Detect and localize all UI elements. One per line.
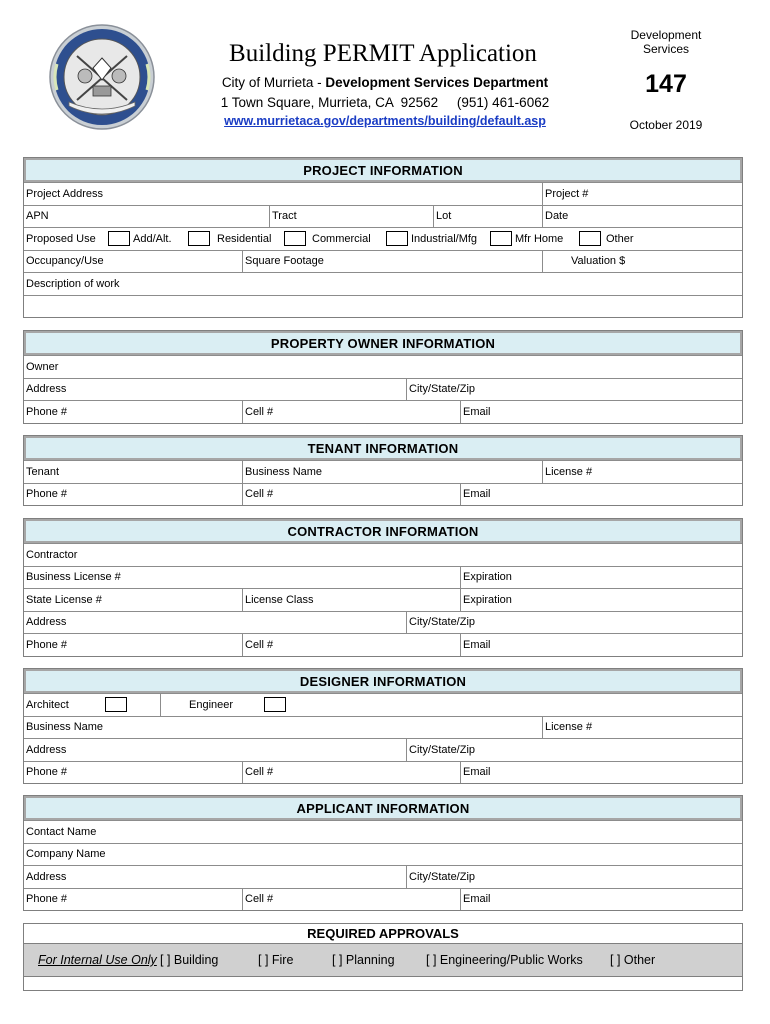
address-field[interactable] xyxy=(24,612,406,634)
address-field[interactable] xyxy=(24,866,406,888)
field-label: Valuation $ xyxy=(571,255,626,268)
field-label: Phone # xyxy=(26,766,67,779)
field-label: License # xyxy=(545,465,593,478)
department-line xyxy=(200,75,570,90)
field-label: City/State/Zip xyxy=(409,383,476,396)
approvals-row xyxy=(24,944,742,977)
engineering-approval[interactable]: [ ] Engineering/Public Works xyxy=(426,953,583,967)
section-title: DESIGNER INFORMATION xyxy=(24,669,742,693)
field-label: Email xyxy=(463,766,491,779)
field-label: Square Footage xyxy=(245,255,324,268)
architect-checkbox[interactable] xyxy=(105,697,127,712)
planning-approval[interactable]: [ ] Planning xyxy=(332,953,395,967)
field-label: Cell # xyxy=(245,405,274,418)
field-label: Proposed Use xyxy=(26,232,96,245)
field-label: Cell # xyxy=(245,893,274,906)
required-approvals-section xyxy=(23,923,743,991)
section-title: REQUIRED APPROVALS xyxy=(24,924,742,944)
field-label: Email xyxy=(463,405,491,418)
field-label: Cell # xyxy=(245,488,274,501)
field-label: Business License # xyxy=(26,571,121,584)
license-field[interactable] xyxy=(542,461,744,483)
owner-phone-row xyxy=(24,400,742,423)
city-state-zip-field[interactable] xyxy=(406,612,744,634)
form-title: Building PERMIT Application xyxy=(229,40,537,67)
industrial-checkbox[interactable] xyxy=(386,231,408,246)
field-label: Phone # xyxy=(26,488,67,501)
field-label: Occupancy/Use xyxy=(26,255,104,268)
apn-field[interactable] xyxy=(24,206,269,228)
checkbox-label: Residential xyxy=(217,232,272,245)
field-label: Business Name xyxy=(245,465,323,478)
internal-use-label: For Internal Use Only xyxy=(38,953,157,967)
field-label: Lot xyxy=(436,210,452,223)
field-label: Email xyxy=(463,893,491,906)
section-title: CONTRACTOR INFORMATION xyxy=(24,519,742,543)
cell-field[interactable] xyxy=(242,762,460,784)
city-state-zip-field[interactable] xyxy=(406,866,744,888)
field-label: Engineer xyxy=(160,694,744,716)
field-label: Phone # xyxy=(26,638,67,651)
description-row xyxy=(24,272,742,295)
address-field[interactable] xyxy=(24,739,406,761)
field-label: Architect xyxy=(26,698,69,711)
business-license-row xyxy=(24,566,742,589)
department-name: Development Services Department xyxy=(325,75,549,90)
owner-field[interactable] xyxy=(24,356,744,378)
occupancy-field[interactable] xyxy=(24,251,242,273)
business-name-field[interactable] xyxy=(24,717,542,739)
lot-field[interactable] xyxy=(433,206,542,228)
field-label: Email xyxy=(463,638,491,651)
commercial-checkbox[interactable] xyxy=(284,231,306,246)
project-information-section xyxy=(23,157,743,318)
owner-information-section xyxy=(23,330,743,424)
square-footage-field[interactable] xyxy=(242,251,542,273)
field-label: Project # xyxy=(545,187,589,200)
checkbox-label: Other xyxy=(606,232,634,245)
city-name: City of Murrieta - xyxy=(221,75,326,90)
phone-field[interactable] xyxy=(24,634,242,656)
designer-information-section xyxy=(23,668,743,784)
field-label: Tract xyxy=(272,210,297,223)
designer-phone-row xyxy=(24,761,742,784)
description-field[interactable] xyxy=(24,295,742,318)
checkbox-label: Add/Alt. xyxy=(133,232,172,245)
designer-address-row xyxy=(24,738,742,761)
form-number: 147 xyxy=(645,70,687,98)
cell-field[interactable] xyxy=(242,484,460,506)
expiration-field[interactable] xyxy=(460,589,744,611)
field-label: Cell # xyxy=(245,638,274,651)
field-label: Business Name xyxy=(26,721,104,734)
expiration-field[interactable] xyxy=(460,567,744,589)
email-field[interactable] xyxy=(460,889,744,911)
address-field[interactable] xyxy=(24,379,406,401)
field-label: Date xyxy=(545,210,569,223)
designer-type-row xyxy=(24,693,742,716)
business-name-field[interactable] xyxy=(242,461,542,483)
field-label: Company Name xyxy=(26,848,106,861)
field-label: Email xyxy=(463,488,491,501)
email-field[interactable] xyxy=(460,484,744,506)
checkbox-label: Industrial/Mfg xyxy=(411,232,478,245)
email-field[interactable] xyxy=(460,401,744,423)
state-license-row xyxy=(24,588,742,611)
cell-field[interactable] xyxy=(242,889,460,911)
cell-field[interactable] xyxy=(242,401,460,423)
other-approval[interactable]: [ ] Other xyxy=(610,953,656,967)
checkbox-label: Commercial xyxy=(312,232,371,245)
field-label: Cell # xyxy=(245,766,274,779)
applicant-address-row xyxy=(24,865,742,888)
field-label: License # xyxy=(545,721,593,734)
contact-name-field[interactable] xyxy=(24,821,744,843)
tenant-phone-row xyxy=(24,483,742,506)
project-number-field[interactable] xyxy=(542,183,744,205)
license-class-field[interactable] xyxy=(242,589,460,611)
company-name-field[interactable] xyxy=(24,844,744,866)
section-title: APPLICANT INFORMATION xyxy=(24,796,742,820)
contractor-row xyxy=(24,543,742,566)
apn-row xyxy=(24,205,742,228)
phone-field[interactable] xyxy=(24,401,242,423)
owner-row xyxy=(24,355,742,378)
form-date: October 2019 xyxy=(629,118,703,132)
city-seal-icon xyxy=(47,24,157,130)
field-label: Owner xyxy=(26,360,59,373)
engineer-checkbox[interactable] xyxy=(264,697,286,712)
mfr-home-checkbox[interactable] xyxy=(490,231,512,246)
residential-checkbox[interactable] xyxy=(188,231,210,246)
valuation-field[interactable] xyxy=(542,251,744,273)
field-label: License Class xyxy=(245,593,314,606)
contractor-phone-row xyxy=(24,633,742,656)
field-label: Address xyxy=(26,743,67,756)
section-title: PROJECT INFORMATION xyxy=(24,158,742,182)
email-field[interactable] xyxy=(460,762,744,784)
applicant-phone-row xyxy=(24,888,742,911)
cell-field[interactable] xyxy=(242,634,460,656)
applicant-information-section xyxy=(23,795,743,911)
contact-row xyxy=(24,820,742,843)
license-field[interactable] xyxy=(542,717,744,739)
field-label: Address xyxy=(26,616,67,629)
designer-business-row xyxy=(24,716,742,739)
field-label: Contact Name xyxy=(26,825,97,838)
field-label: Phone # xyxy=(26,405,67,418)
address-line: 1 Town Square, Murrieta, CA 92562 (951) 461-6062 xyxy=(220,95,550,110)
contractor-information-section xyxy=(23,518,743,657)
field-label: City/State/Zip xyxy=(409,743,476,756)
field-label: Expiration xyxy=(463,593,512,606)
field-label: Address xyxy=(26,870,67,883)
phone-field[interactable] xyxy=(24,484,242,506)
date-field[interactable] xyxy=(542,206,744,228)
website-link[interactable]: www.murrietaca.gov/departments/building/default.asp xyxy=(224,114,546,128)
field-label: Project Address xyxy=(26,187,104,200)
add-alt-checkbox[interactable] xyxy=(108,231,130,246)
business-license-field[interactable] xyxy=(24,567,460,589)
state-license-field[interactable] xyxy=(24,589,242,611)
field-label: Tenant xyxy=(26,465,60,478)
email-field[interactable] xyxy=(460,634,744,656)
other-checkbox[interactable] xyxy=(579,231,601,246)
city-state-zip-field[interactable] xyxy=(406,379,744,401)
section-title: TENANT INFORMATION xyxy=(24,436,742,460)
dev-services-label: Development Services xyxy=(630,28,702,56)
building-approval[interactable]: [ ] Building xyxy=(160,953,219,967)
contractor-address-row xyxy=(24,611,742,634)
contractor-field[interactable] xyxy=(24,544,744,566)
fire-approval[interactable]: [ ] Fire xyxy=(258,953,294,967)
field-label: Phone # xyxy=(26,893,67,906)
checkbox-label: Mfr Home xyxy=(515,232,564,245)
tenant-field[interactable] xyxy=(24,461,242,483)
project-address-field[interactable] xyxy=(24,183,542,205)
tract-field[interactable] xyxy=(269,206,433,228)
phone-field[interactable] xyxy=(24,762,242,784)
field-label: State License # xyxy=(26,593,102,606)
field-label: Address xyxy=(26,383,67,396)
owner-address-row xyxy=(24,378,742,401)
tenant-row xyxy=(24,460,742,483)
project-address-row xyxy=(24,182,742,205)
field-label: City/State/Zip xyxy=(409,870,476,883)
field-label: Expiration xyxy=(463,571,512,584)
company-row xyxy=(24,843,742,866)
field-label: APN xyxy=(26,210,49,223)
field-label: City/State/Zip xyxy=(409,616,476,629)
occupancy-row xyxy=(24,250,742,273)
tenant-information-section xyxy=(23,435,743,506)
city-state-zip-field[interactable] xyxy=(406,739,744,761)
section-title: PROPERTY OWNER INFORMATION xyxy=(24,331,742,355)
phone-field[interactable] xyxy=(24,889,242,911)
field-label: Description of work xyxy=(26,277,120,290)
proposed-use-row xyxy=(24,227,742,250)
field-label: Contractor xyxy=(26,548,78,561)
